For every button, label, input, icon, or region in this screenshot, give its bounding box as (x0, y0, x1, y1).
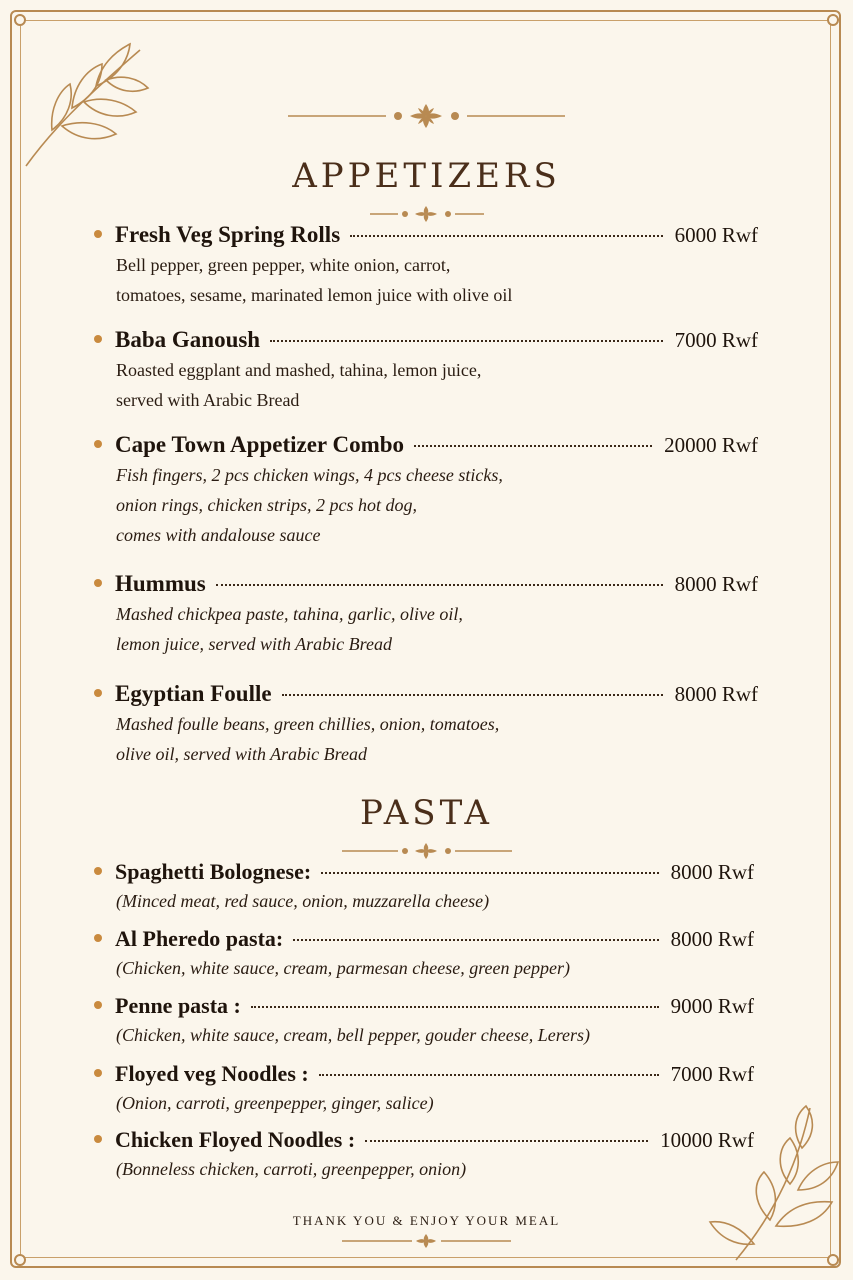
item-name: Al Pheredo pasta: (115, 926, 284, 951)
bullet-icon (94, 934, 102, 942)
item-price: 7000 Rwf (670, 1062, 754, 1086)
corner-dot-icon (14, 1254, 26, 1266)
dotted-leader (350, 235, 662, 237)
item-price: 8000 Rwf (674, 682, 758, 706)
menu-item (94, 571, 758, 659)
menu-item (94, 859, 754, 914)
dotted-leader (365, 1140, 648, 1142)
menu-item (94, 222, 758, 310)
menu-item (94, 432, 758, 550)
bullet-icon (94, 1135, 102, 1143)
footer-divider-ornament (0, 1232, 853, 1250)
bullet-icon (94, 440, 102, 448)
item-price: 8000 Rwf (670, 927, 754, 951)
description-line: olive oil, served with Arabic Bread (116, 744, 367, 764)
menu-item (94, 327, 758, 415)
item-description (116, 460, 758, 550)
section-title-pasta: PASTA (360, 793, 493, 833)
item-description: (Chicken, white sauce, cream, bell pepper, gouder cheese, Lerers) (116, 1025, 591, 1045)
item-name: Hummus (115, 571, 206, 596)
item-price: 7000 Rwf (674, 328, 758, 352)
bullet-icon (94, 867, 102, 875)
dotted-leader (319, 1074, 659, 1076)
bullet-icon (94, 335, 102, 343)
dotted-leader (216, 584, 663, 586)
dotted-leader (251, 1006, 659, 1008)
section-title-appetizers: APPETIZERS (292, 156, 561, 196)
item-name: Floyed veg Noodles : (115, 1061, 309, 1086)
description-line: served with Arabic Bread (116, 390, 300, 410)
dotted-leader (321, 872, 658, 874)
item-name: Spaghetti Bolognese: (115, 859, 312, 884)
item-price: 9000 Rwf (670, 994, 754, 1018)
corner-dot-icon (827, 14, 839, 26)
dotted-leader (293, 939, 658, 941)
item-name: Fresh Veg Spring Rolls (115, 222, 341, 247)
menu-item (94, 1061, 754, 1116)
dotted-leader (414, 445, 652, 447)
description-line: comes with andalouse sauce (116, 525, 321, 545)
item-name: Cape Town Appetizer Combo (115, 432, 405, 457)
item-name: Baba Ganoush (115, 327, 261, 352)
description-line: lemon juice, served with Arabic Bread (116, 634, 392, 654)
description-line: Fish fingers, 2 pcs chicken wings, 4 pcs cheese sticks, (116, 465, 503, 485)
item-description: (Onion, carroti, greenpepper, ginger, salice) (116, 1093, 434, 1113)
description-line: Bell pepper, green pepper, white onion, carrot, (116, 255, 451, 275)
footer-thanks: THANK YOU & ENJOY YOUR MEAL (292, 1213, 561, 1228)
item-description (116, 355, 758, 415)
bullet-icon (94, 1001, 102, 1009)
item-name: Chicken Floyed Noodles : (115, 1127, 356, 1152)
menu-item (94, 1127, 754, 1182)
item-name: Egyptian Foulle (115, 681, 272, 706)
item-description: (Bonneless chicken, carroti, greenpepper, onion) (116, 1159, 467, 1179)
item-price: 8000 Rwf (674, 572, 758, 596)
item-price: 10000 Rwf (660, 1128, 754, 1152)
menu-item (94, 681, 758, 769)
item-description (116, 709, 758, 769)
menu-item (94, 926, 754, 981)
bullet-icon (94, 230, 102, 238)
item-name: Penne pasta : (115, 993, 241, 1018)
section-divider-ornament (0, 204, 853, 224)
item-description (116, 250, 758, 310)
item-description (116, 599, 758, 659)
bullet-icon (94, 579, 102, 587)
description-line: Roasted eggplant and mashed, tahina, lemon juice, (116, 360, 482, 380)
corner-dot-icon (14, 14, 26, 26)
description-line: Mashed foulle beans, green chillies, onion, tomatoes, (116, 714, 500, 734)
item-description: (Minced meat, red sauce, onion, muzzarella cheese) (116, 891, 490, 911)
item-description: (Chicken, white sauce, cream, parmesan cheese, green pepper) (116, 958, 571, 978)
item-price: 6000 Rwf (674, 223, 758, 247)
dotted-leader (282, 694, 663, 696)
item-price: 20000 Rwf (664, 433, 758, 457)
section-divider-ornament (0, 841, 853, 861)
top-divider-ornament (0, 102, 853, 130)
bullet-icon (94, 1069, 102, 1077)
bullet-icon (94, 689, 102, 697)
description-line: Mashed chickpea paste, tahina, garlic, olive oil, (116, 604, 463, 624)
item-price: 8000 Rwf (670, 860, 754, 884)
menu-item (94, 993, 754, 1048)
description-line: onion rings, chicken strips, 2 pcs hot dog, (116, 495, 417, 515)
dotted-leader (270, 340, 662, 342)
description-line: tomatoes, sesame, marinated lemon juice with olive oil (116, 285, 513, 305)
leaf-branch-icon (22, 30, 162, 170)
